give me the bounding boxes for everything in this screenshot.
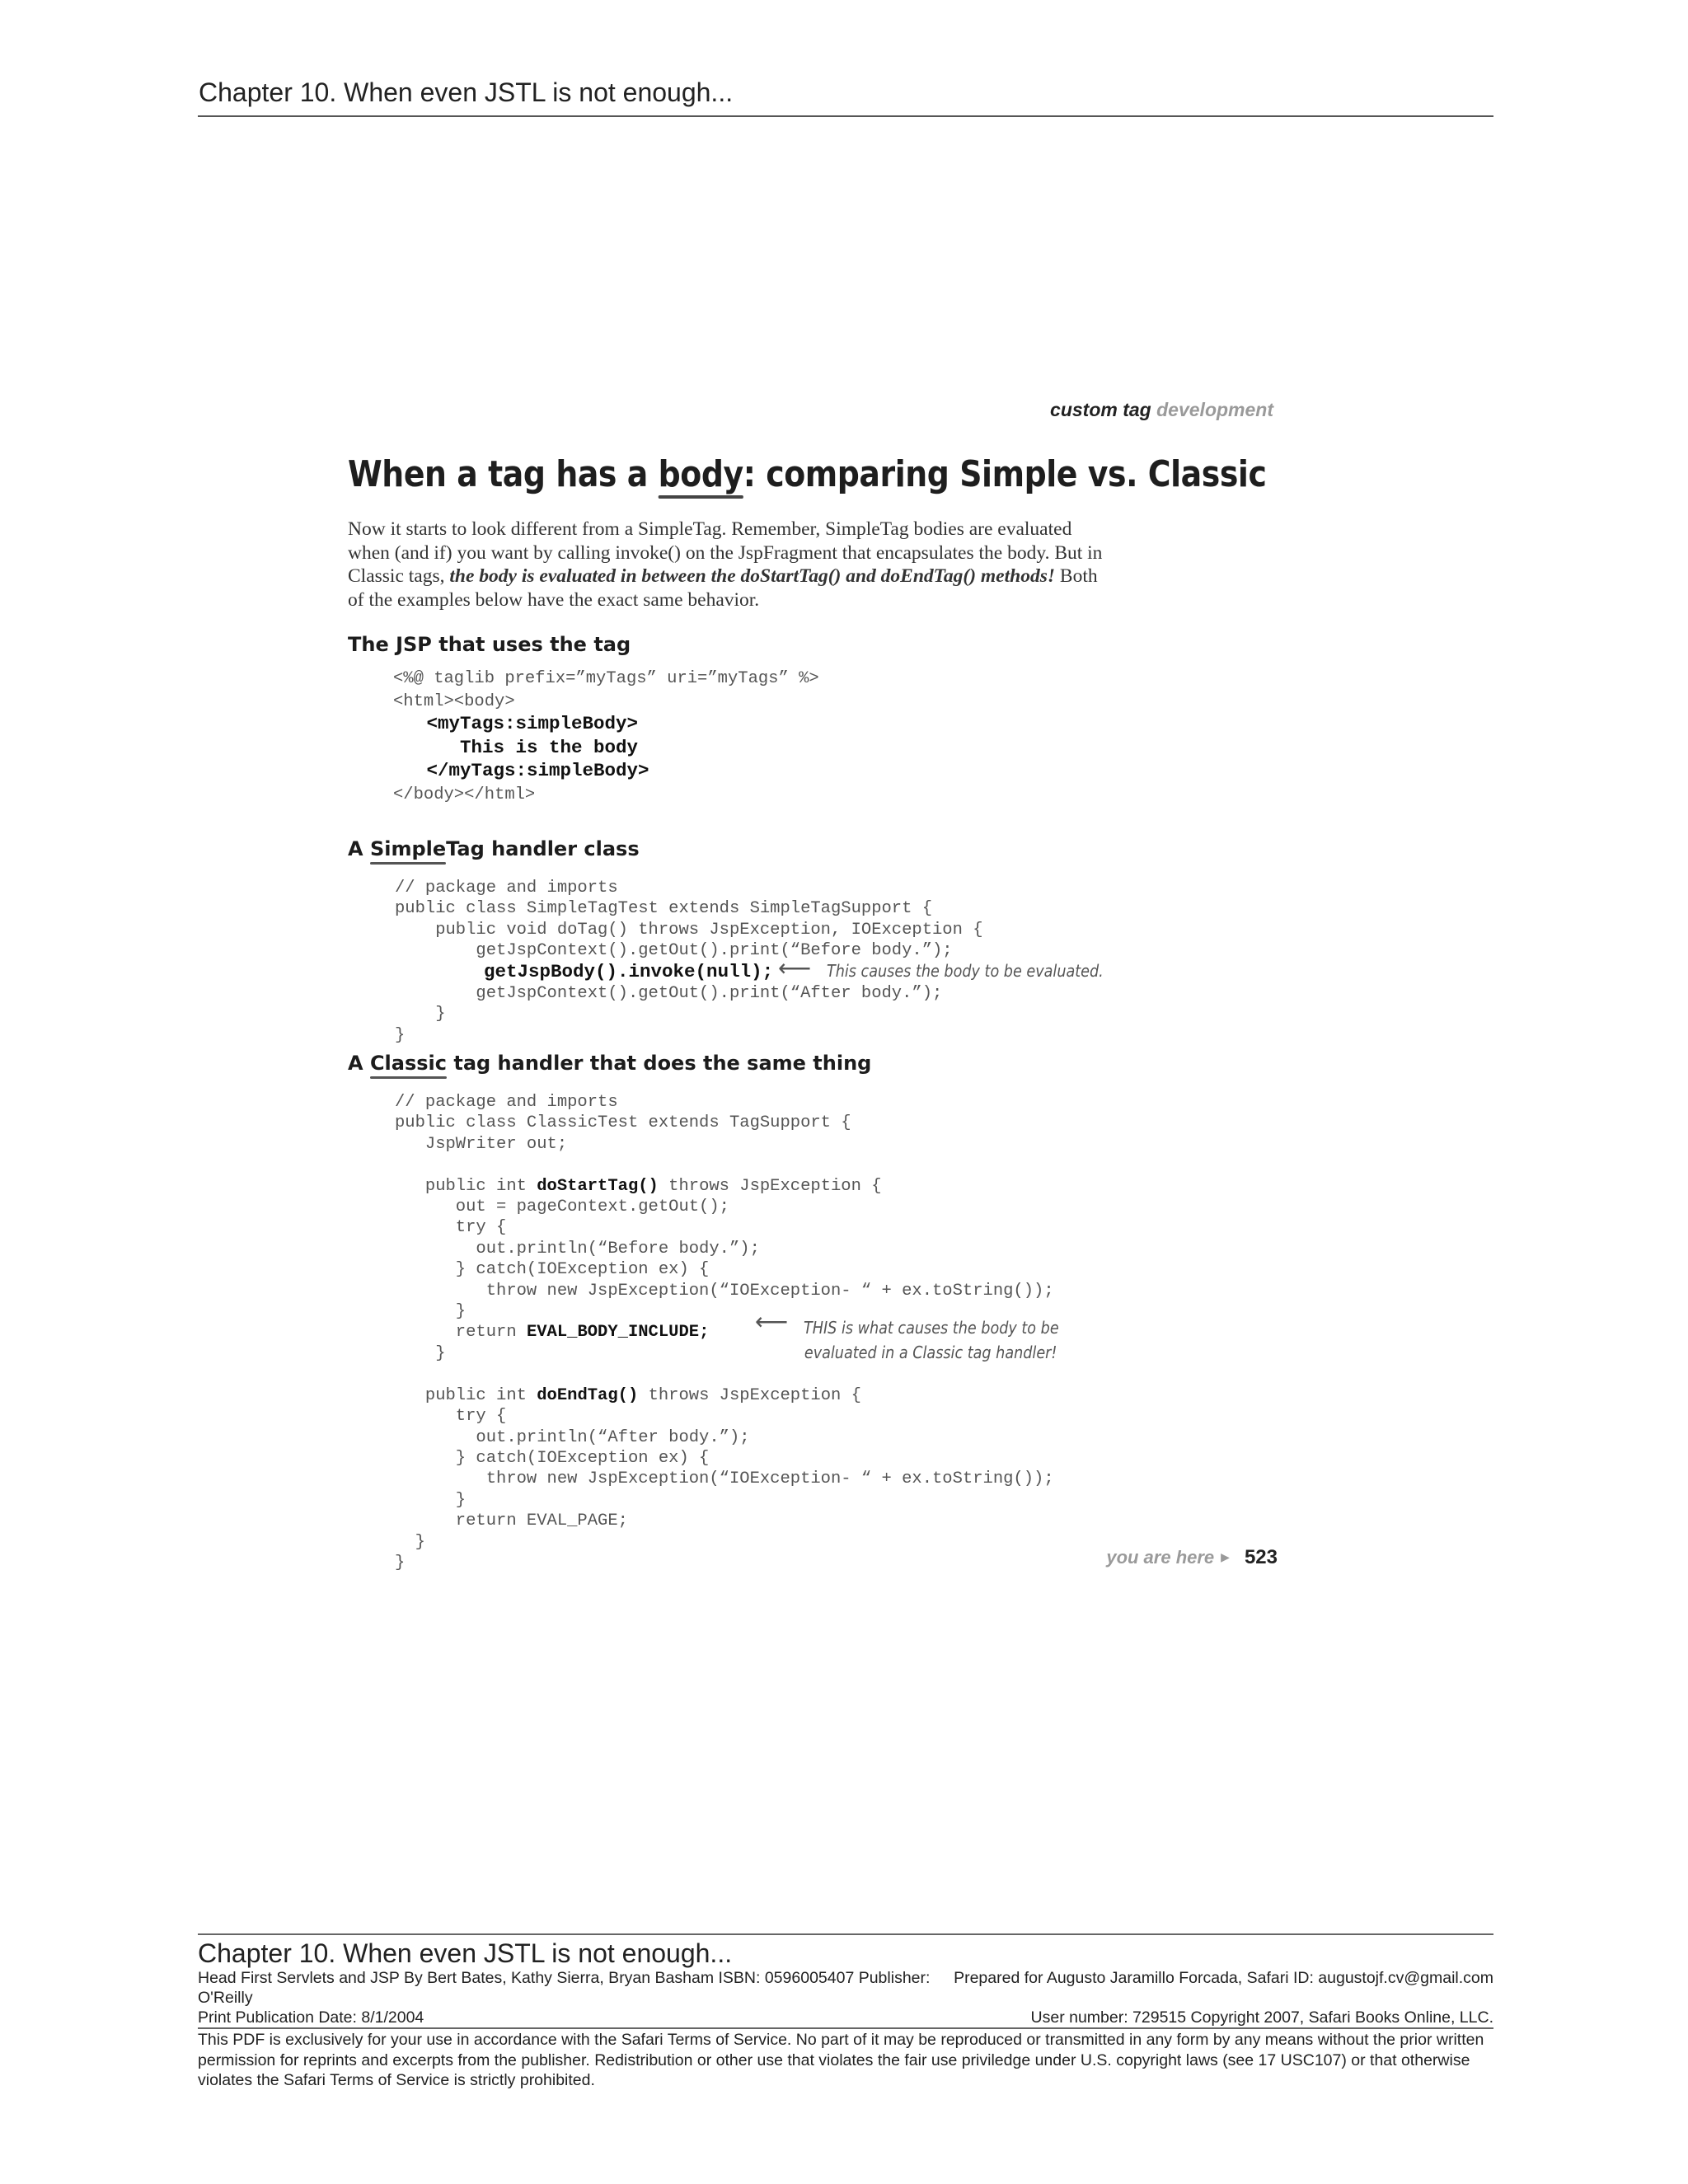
intro-paragraph (348, 518, 1106, 612)
code-line: try { (395, 1218, 507, 1238)
heading-underlined: Simple (369, 837, 447, 860)
running-head (907, 399, 1273, 421)
annotation-classic (804, 1315, 1059, 1365)
code-line: </body></html> (393, 785, 536, 804)
top-header-chapter: Chapter 10. When even JSTL is not enough... (199, 77, 734, 107)
section-heading-simple (348, 837, 640, 860)
code-block-jsp (393, 668, 819, 806)
code-line: getJspContext().getOut().print(“After body.”); (395, 984, 943, 1004)
code-line: This is the body (393, 736, 639, 758)
intro-emphasis: the body is evaluated in between the doStartTag() and doEndTag() methods! (449, 565, 1056, 587)
code-line: getJspContext().getOut().print(“Before body.”); (395, 941, 953, 961)
page-title-post: : comparing Simple vs. Classic (743, 453, 1267, 495)
page-title-pre: When a tag has a (348, 453, 659, 495)
book-info-line (198, 1968, 1493, 1988)
page-number: 523 (1244, 1546, 1278, 1568)
code-line: return EVAL_BODY_INCLUDE; (395, 1323, 710, 1343)
heading-pre: A (348, 837, 370, 860)
page-title-underlined: body (658, 453, 743, 495)
code-line: public class ClassicTest extends TagSupport { (395, 1113, 851, 1133)
page-footer-nav (1080, 1546, 1278, 1569)
code-line: </myTags:simpleBody> (393, 760, 649, 781)
code-keyword: doStartTag() (537, 1176, 659, 1196)
user-number: User number: 729515 Copyright 2007, Safari Books Online, LLC. (1030, 2008, 1493, 2027)
code-line: out = pageContext.getOut(); (395, 1197, 729, 1217)
code-line: out.println(“After body.”); (395, 1427, 750, 1447)
print-date: Print Publication Date: 8/1/2004 (198, 2008, 424, 2027)
intro-text-a: Now it starts to look different from a SimpleTag. Remember, SimpleTag bodies are evaluated when (and if) you want by calling invoke() on the JspFragment that encapsulates the body. But in Classic tags, (348, 518, 1103, 587)
code-line: public int doEndTag() throws JspException { (395, 1385, 861, 1405)
running-head-part1: custom tag (1050, 399, 1151, 420)
publication-line (198, 2008, 1493, 2029)
code-line: throw new JspException(“IOException- “ + ex.toString()); (395, 1469, 1054, 1489)
triangle-right-icon: ▶ (1221, 1550, 1230, 1563)
annotation-simple: This causes the body to be evaluated. (827, 961, 1104, 981)
code-line: // package and imports (395, 879, 618, 898)
legal-notice: This PDF is exclusively for your use in accordance with the Safari Terms of Service. No part of it may be reproduced or transmitted in any form by any means without the prior written permission for reprints and excerpts from the publisher. Redistribution or other use that violates the fair use priviledge under U.S. copyright laws (see 17 USC107) or that otherwise violates the Safari Terms of Service is strictly prohibited. (198, 2031, 1484, 2089)
code-line: } (395, 1532, 425, 1552)
annotation-line: evaluated in a Classic tag handler! (804, 1343, 1057, 1362)
code-line: try { (395, 1407, 507, 1427)
code-line: // package and imports (395, 1093, 618, 1112)
running-head-part2: development (1156, 399, 1273, 420)
intro-text-b: Both of the examples below have the exact same behavior. (348, 565, 1098, 611)
bottom-divider (198, 1933, 1493, 1935)
code-line: } catch(IOException ex) { (395, 1448, 710, 1468)
code-line: } (395, 1025, 406, 1045)
code-line: throw new JspException(“IOException- “ + ex.toString()); (395, 1281, 1054, 1301)
heading-post: Tag handler class (446, 837, 640, 860)
code-line: <%@ taglib prefix=”myTags” uri=”myTags” %> (393, 669, 819, 688)
publisher: O'Reilly (198, 1989, 253, 2007)
prepared-for: Prepared for Augusto Jaramillo Forcada, Safari ID: augustojf.cv@gmail.com (954, 1969, 1493, 1987)
code-line: } (395, 1302, 467, 1322)
code-line: } (395, 1343, 446, 1363)
heading-pre: A (348, 1052, 370, 1075)
code-line: } (395, 1005, 446, 1024)
code-line: public int doStartTag() throws JspException { (395, 1176, 882, 1196)
heading-post: tag handler that does the same thing (447, 1052, 872, 1075)
code-line: public void doTag() throws JspException, IOException { (395, 920, 983, 940)
top-header (198, 77, 1493, 117)
page-title (348, 453, 1266, 495)
section-heading-jsp: The JSP that uses the tag (348, 633, 631, 656)
code-line: out.println(“Before body.”); (395, 1239, 760, 1258)
bottom-chapter-title: Chapter 10. When even JSTL is not enough... (198, 1938, 733, 1968)
left-arrow-icon: ⟵ (755, 1309, 789, 1334)
code-line: return EVAL_PAGE; (395, 1511, 628, 1531)
code-line: public class SimpleTagTest extends SimpleTagSupport { (395, 899, 933, 919)
code-keyword: EVAL_BODY_INCLUDE; (526, 1323, 710, 1343)
heading-underlined: Classic (369, 1052, 447, 1075)
you-are-here-label: you are here (1106, 1547, 1215, 1568)
code-line: } (395, 1553, 406, 1572)
book-info: Head First Servlets and JSP By Bert Bates, Kathy Sierra, Bryan Basham ISBN: 0596005407 Publisher: (198, 1969, 931, 1987)
code-line: JspWriter out; (395, 1134, 568, 1154)
code-line: <myTags:simpleBody> (393, 713, 639, 734)
annotation-line: THIS is what causes the body to be (804, 1318, 1059, 1338)
code-line: getJspBody().invoke(null); (395, 960, 774, 982)
left-arrow-icon: ⟵ (778, 955, 812, 981)
section-heading-classic (348, 1052, 871, 1075)
code-line: } catch(IOException ex) { (395, 1260, 710, 1280)
code-line: <html><body> (393, 691, 515, 711)
code-keyword: doEndTag() (537, 1385, 639, 1405)
code-line: } (395, 1490, 467, 1510)
